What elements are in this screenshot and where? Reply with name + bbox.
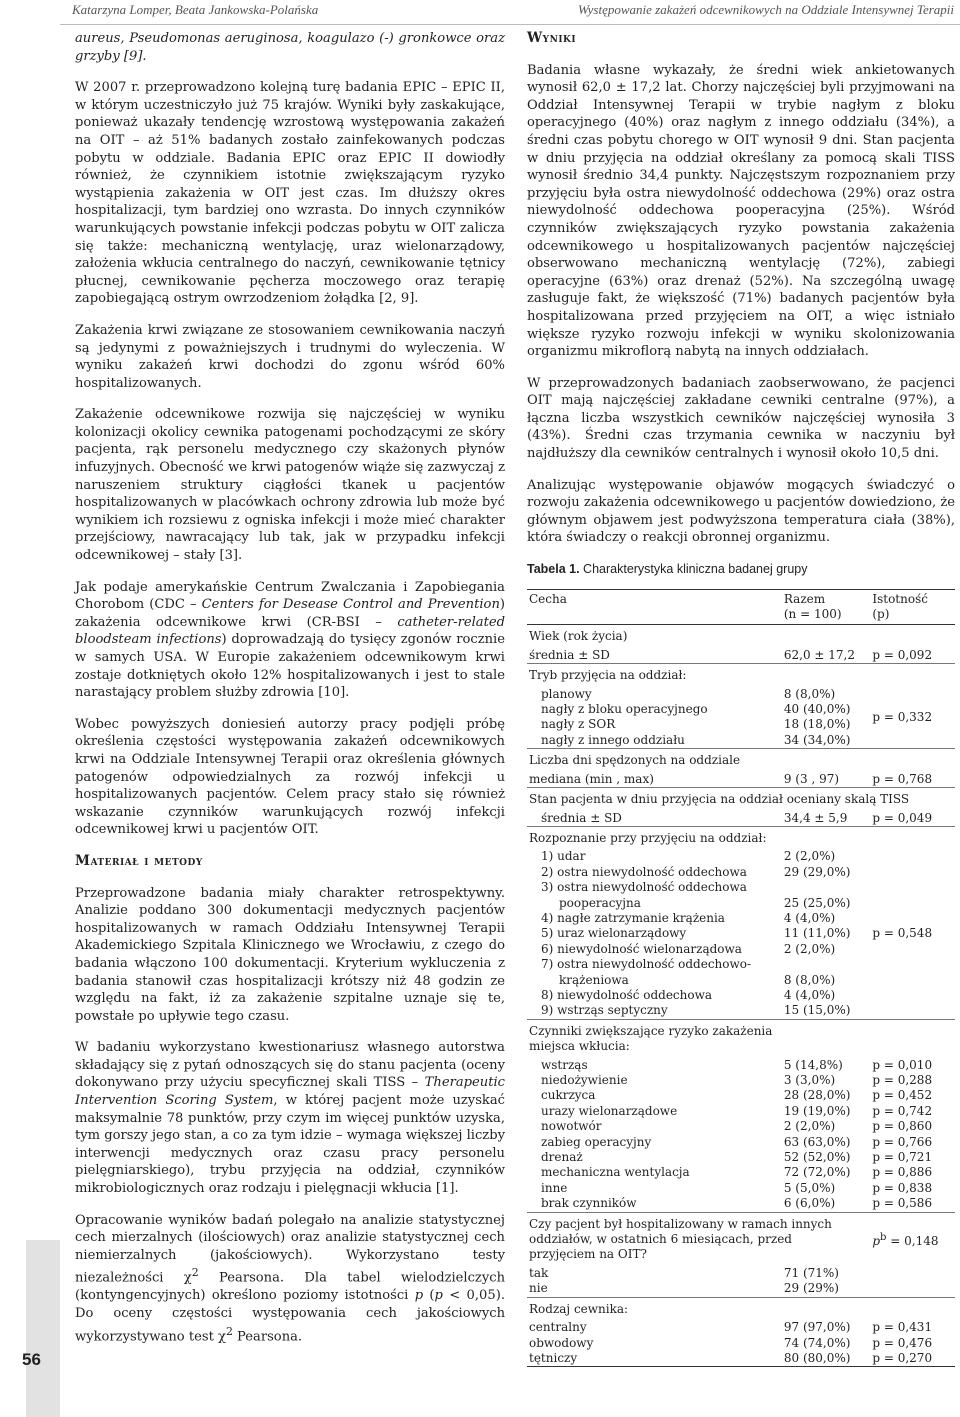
row-label: 1) udar [541,849,586,864]
table-row [527,849,955,864]
paragraph-intro-end: aureus, Pseudomonas aeruginosa, koagulazo (-) gronkowce oraz grzyby [9]. [75,31,505,64]
table-row: średnia ± SD 34,4 ± 5,9 p = 0,049 [541,810,933,825]
row-label: planowy [541,686,592,701]
table-row: mediana (min , max) 9 (3 , 97) p = 0,768 [529,771,933,786]
row-label: 2) ostra niewydolność oddechowa [541,864,747,879]
page-number: 56 [22,1350,41,1369]
row-value: 6 (6,0%) [783,1196,836,1211]
group-diagnosis [527,826,955,1019]
row-value: 25 (25,0%) [783,895,851,910]
row-label: obwodowy [529,1335,594,1350]
row-label: nagły z SOR [541,717,616,732]
row-label: 8) niewydolność oddechowa [541,987,713,1002]
paragraph-aim: Wobec powyższych doniesień autorzy pracy podjęli próbę określenia częstości występowania zakażeń odcewnikowych krwi na Oddziale Intensywnej Terapii oraz określenia głównych patogenów odpowiedzialnych za rozwój infekcji u hospitalizowanych pacjentów. Celem pracy stało się również wskazanie czynników warunkujących rozwój infekcji odcewnikowej krwi u pacjentów OIT. [75,716,505,838]
row-label: inne [541,1180,568,1195]
row-value: 52 (52,0%) [783,1150,851,1165]
section-heading-results: Wyniki [527,30,577,46]
table-row [527,1135,955,1150]
paragraph-epic: W 2007 r. przeprowadzono kolejną turę badania EPIC – EPIC II, w którym uczestniczyło już 75 krajów. Wyniki były zaskakujące, ponieważ ukazały tendencję wzrostową występowania zakażeń na OIT – aż 51% badanych zostało zainfekowanych podczas pobytu w oddziale. Badania EPIC oraz EPIC II dowiodły również, że czynnikiem istotnie zwiększającym ryzyko wystąpienia zakażenia w OIT jest czas. Im dłuższy okres hospitalizacji, tym bardziej ono wzrasta. Do innych czynników warunkujących powstanie infekcji podczas pobytu w OIT zalicza się także: mechaniczną wentylację, uraz wielonarządowy, założenia wkłucia centralnego do naczyń, cewnikowanie tętnicy płucnej, cewnikowanie pęcherza moczowego oraz terapię zapobiegającą ostrym owrzodzeniom żołądka [2, 9]. [75,80,505,307]
running-header-title: Występowanie zakażeń odcewnikowych na Oddziale Intensywnej Terapii [578,2,954,17]
row-value: 4 (4,0%) [783,910,836,925]
row-p-value [870,1281,955,1297]
row-p-value: p = 0,838 [872,1180,933,1195]
table-row [527,1058,955,1073]
row-p-value: p = 0,431 [872,1320,933,1335]
group-prior-hospitalization [527,1212,955,1297]
row-p-value: p = 0,721 [872,1150,933,1165]
table-row [527,1073,955,1088]
table-row [527,1088,955,1103]
row-p-value: p = 0,766 [872,1134,933,1149]
row-label: cukrzyca [541,1088,596,1103]
group-risk [527,1019,955,1212]
header-significance: Istotność (p) [872,591,928,622]
row-label: tętniczy [529,1350,578,1365]
table-row [527,687,955,702]
header-rule [60,24,960,25]
group-age [527,625,955,664]
row-label: urazy wielonarządowe [541,1103,678,1118]
paragraph-results-2: W przeprowadzonych badaniach zaobserwowano, że pacjenci OIT mają najczęściej zakładane cewniki centralne (97%), a łączna liczba wszystkich cewników najczęściej wynosiła 3 (43%). Średni czas trzymania cewnika w naczyniu był najdłuższy dla cewników centralnych i wynosił około 10,5 dni. [527,375,955,462]
row-value: 4 (4,0%) [783,987,836,1002]
row-label: niedożywienie [541,1073,628,1087]
side-stripe [26,1240,60,1417]
row-value [782,957,871,972]
row-p-value: $p^b = 0,148$ [872,1232,939,1249]
row-p-value: p = 0,452 [872,1088,933,1103]
group-label: Liczba dni spędzonych na oddziale [529,753,741,768]
row-p-value: p = 0,270 [872,1350,933,1365]
row-label: wstrząs [541,1057,588,1072]
table-header-row [527,589,955,625]
row-p-value: p = 0,288 [872,1073,933,1087]
row-p-value: p = 0,860 [872,1119,933,1134]
row-value: 2 (2,0%) [783,1119,836,1134]
row-label: nagły z innego oddziału [541,732,685,747]
group-label: Tryb przyjęcia na oddział: [529,668,687,683]
row-value: 80 (80,0%) [783,1350,851,1365]
row-value [782,880,871,895]
row-label: nagły z bloku operacyjnego [541,702,708,717]
group-days [527,749,955,788]
header-total: Razem (n = 100) [783,591,842,622]
paragraph-colonization: Zakażenie odcewnikowe rozwija się najczęściej w wyniku kolonizacji okolicy cewnika patogenami pochodzącymi ze skóry pacjenta, rąk personelu medycznego czy skażonych płynów infuzyjnych. Obecność we krwi patogenów wiąże się zazwyczaj z naruszeniem struktury ciągłości tkanek u pacjentów hospitalizowanych w placówkach ochrony zdrowia lub może być wynikiem ich rozsiewu z ogniska infekcji i może mieć charakter przejściowy, nawracający lub tak, jak w przypadku infekcji odcewnikowej – stały [3]. [75,407,505,564]
row-p-value: p = 0,548 [872,926,933,941]
row-value: 29 (29,0%) [783,864,851,879]
row-label: mechaniczna wentylacja [541,1165,690,1180]
row-value: 34 (34,0%) [783,732,851,747]
group-label: Czy pacjent był hospitalizowany w ramach innych oddziałów, w ostatnich 6 miesiącach, przed przyjęciem na OIT? [529,1216,832,1262]
row-value: 2 (2,0%) [783,849,836,864]
row-value: 3 (3,0%) [783,1073,836,1087]
table-row [527,1119,955,1134]
table-row [527,1281,955,1297]
row-label: centralny [529,1320,587,1335]
running-header-authors: Katarzyna Lomper, Beata Jankowska-Polańska [72,2,319,17]
paragraph-results-1: Badania własne wykazały, że średni wiek ankietowanych wynosił 62,0 ± 17,2 lat. Chorzy najczęściej byli przyjmowani na Oddział Intensywnej Terapii w trybie nagłym z bloku operacyjnego (40%) oraz nagłym z innego oddziału (34%), a średni czas pobytu chorego w OIT wynosił 9 dni. Stan pacjenta w dniu przyjęcia na oddział określany za pomocą skali TISS wynosił średnio 34,4 punkty. Najczęstszym rozpoznaniem przy przyjęciu była ostra niewydolność oddechowa (29%) oraz ostra niewydolność oddechowa pooperacyjna (25%). Wśród czynników zwiększających ryzyko powstania zakażenia odcewnikowego u hospitalizowanych pacjentów najczęściej obserwowano mechaniczną wentylację (72%), zabiegi operacyjne (63%) oraz drenaż (52%). Na szczególną uwagę zasługuje fakt, że większość (71%) badanych pacjentów była hospitalizowana przed przyjęciem na OIT, a więc istniało większe ryzyko rozwoju infekcji w wyniku skolonizowania organizmu mikroflorą nabytą na innych oddziałach. [527,62,955,360]
row-value: 11 (11,0%) [783,926,851,941]
paragraph-questionnaire: W badaniu wykorzystano kwestionariusz własnego autorstwa składający się z pytań odnoszących się do stanu pacjenta (oceny dokonywano przy użyciu specyficznej skali TISS – Therapeutic Intervention Scoring System, w której pacjent może uzyskać maksymalnie 78 punktów, przy czym im więcej punktów uzyska, tym gorszy jego stan, a co za tym idzie – wymaga większej liczby interwencji medycznych oraz czasu pracy personelu pielęgniarskiego), trybu przyjęcia na oddział, czynników mikrobiologicznych oraz rodzaju i pielęgnacji wkłucia [1]. [75,1040,505,1197]
group-admission [527,664,955,749]
row-label: 5) uraz wielonarządowy [541,926,687,941]
row-value: 5 (14,8%) [783,1057,843,1072]
row-p-value: p = 0,742 [872,1103,933,1118]
row-label: 7) ostra niewydolność oddechowo- [541,957,752,972]
left-column [75,30,505,1360]
row-value: 2 (2,0%) [783,941,836,956]
row-p-value: p = 0,332 [872,709,933,724]
row-value: 5 (5,0%) [783,1180,836,1195]
table-row [527,1150,955,1165]
row-label: brak czynników [541,1196,637,1211]
row-value: 29 (29%) [783,1281,839,1296]
table-row [527,1320,955,1335]
group-label: Rodzaj cewnika: [529,1301,629,1316]
row-label: nowotwór [541,1119,602,1134]
row-p-value: p = 0,476 [872,1335,933,1350]
row-value: 28 (28,0%) [783,1088,851,1103]
paragraph-statistics: Opracowanie wyników badań polegało na analizie statystycznej cech mierzalnych (ilościowych) oraz analizie statystycznej cech niemierzalnych (jakościowych). Wykorzystano testy niezależności $\chi^2$ Pearsona. Dla tabel wielodzielczych (kontyngencyjnych) określono poziomy istotności p (p < 0,05). Do oceny częstości występowania cech jakościowych wykorzystywano test $\chi^2$ Pearsona. [75,1212,505,1344]
row-p-value [870,1266,955,1281]
row-label: zabieg operacyjny [541,1134,652,1149]
row-value: 18 (18,0%) [783,717,851,732]
row-value: 8 (8,0%) [783,686,836,701]
table-row [527,1351,955,1367]
row-value: 74 (74,0%) [783,1335,851,1350]
group-label: Rozpoznanie przy przyjęciu na oddział: [529,830,767,845]
header-feature: Cecha [529,591,567,606]
row-value: 72 (72,0%) [783,1165,851,1180]
row-value: 63 (63,0%) [783,1134,851,1149]
table-row [527,1104,955,1119]
table-row: średnia ± SD 62,0 ± 17,2 p = 0,092 [529,647,933,662]
right-column [527,30,955,1367]
row-value: 19 (19,0%) [783,1103,851,1118]
group-tiss [527,788,955,827]
paragraph-results-3: Analizując występowanie objawów mogących świadczyć o rozwoju zakażenia odcewnikowego u pacjentów dowiedziono, że głównym objawem jest podwyższona temperatura ciała (38%), która świadczy o reakcji obronnej organizmu. [527,477,955,546]
row-label: tak [529,1265,549,1280]
row-label: 4) nagłe zatrzymanie krążenia [541,910,725,925]
row-p-value: p = 0,886 [872,1165,933,1180]
paragraph-cdc: Jak podaje amerykańskie Centrum Zwalczania i Zapobiegania Chorobom (CDC – Centers for Desease Control and Prevention) zakażenia odcewnikowe krwi (CR-BSI – catheter-related bloodsteam infections) doprowadzają do tysięcy zgonów rocznie w samych USA. W Europie zakażeniem odcewnikowym krwi zostaje dotkniętych około 12% hospitalizowanych i jest to stale narastający problem służby zdrowia [10]. [75,579,505,701]
row-label: 3) ostra niewydolność oddechowa [541,880,747,895]
row-value: 71 (71%) [783,1265,839,1280]
row-p-value: p = 0,586 [872,1196,933,1211]
row-p-value: p = 0,010 [872,1057,933,1072]
row-label: pooperacyjna [559,895,641,910]
section-heading-methods: Materiał i metody [75,852,203,869]
row-label: 6) niewydolność wielonarządowa [541,941,742,956]
side-margin [0,0,60,1417]
group-label: Czynniki zwiększające ryzyko zakażenia miejsca wkłucia: [529,1023,773,1054]
paragraph-bloodstream: Zakażenia krwi związane ze stosowaniem cewnikowania naczyń są jedynymi z poważniejszych i trudnymi do wyleczenia. W wyniku zakażeń krwi dochodzi do zgonu wśród 60% hospitalizowanych. [75,322,505,391]
row-label: krążeniowa [559,972,629,987]
row-value: 15 (15,0%) [783,1003,851,1018]
row-label: drenaż [541,1150,583,1165]
table-row [527,1336,955,1351]
row-value: 40 (40,0%) [783,702,851,717]
group-label: Wiek (rok życia) [529,629,628,644]
table-row [527,1196,955,1212]
group-catheter [527,1297,955,1367]
paragraph-methods: Przeprowadzone badania miały charakter retrospektywny. Analizie poddano 300 dokumentacji medycznych pacjentów hospitalizowanych w ramach Oddziału Intensywnej Terapii Akademickiego Szpitala Klinicznego we Wrocławiu, z czego do badania włączono 100 dokumentacji. Kryterium wykluczenia z badania stanowił czas hospitalizacji krótszy niż 48 godzin ze względu na fakt, iż za zakażenie szpitalne uznaje się te, powstałe po upływie tego czasu. [75,885,505,1024]
table-row [527,1266,955,1281]
table-caption: Tabela 1. Charakterystyka kliniczna badanej grupy [527,562,808,577]
row-value: 8 (8,0%) [783,972,836,987]
row-label: nie [529,1281,548,1296]
group-label: Stan pacjenta w dniu przyjęcia na oddział oceniany skalą TISS [529,792,910,807]
row-label: 9) wstrząs septyczny [541,1003,668,1018]
row-value: 97 (97,0%) [783,1320,851,1335]
table-row [527,1181,955,1196]
clinical-characteristics-table [527,589,955,1368]
table-row [527,1165,955,1180]
